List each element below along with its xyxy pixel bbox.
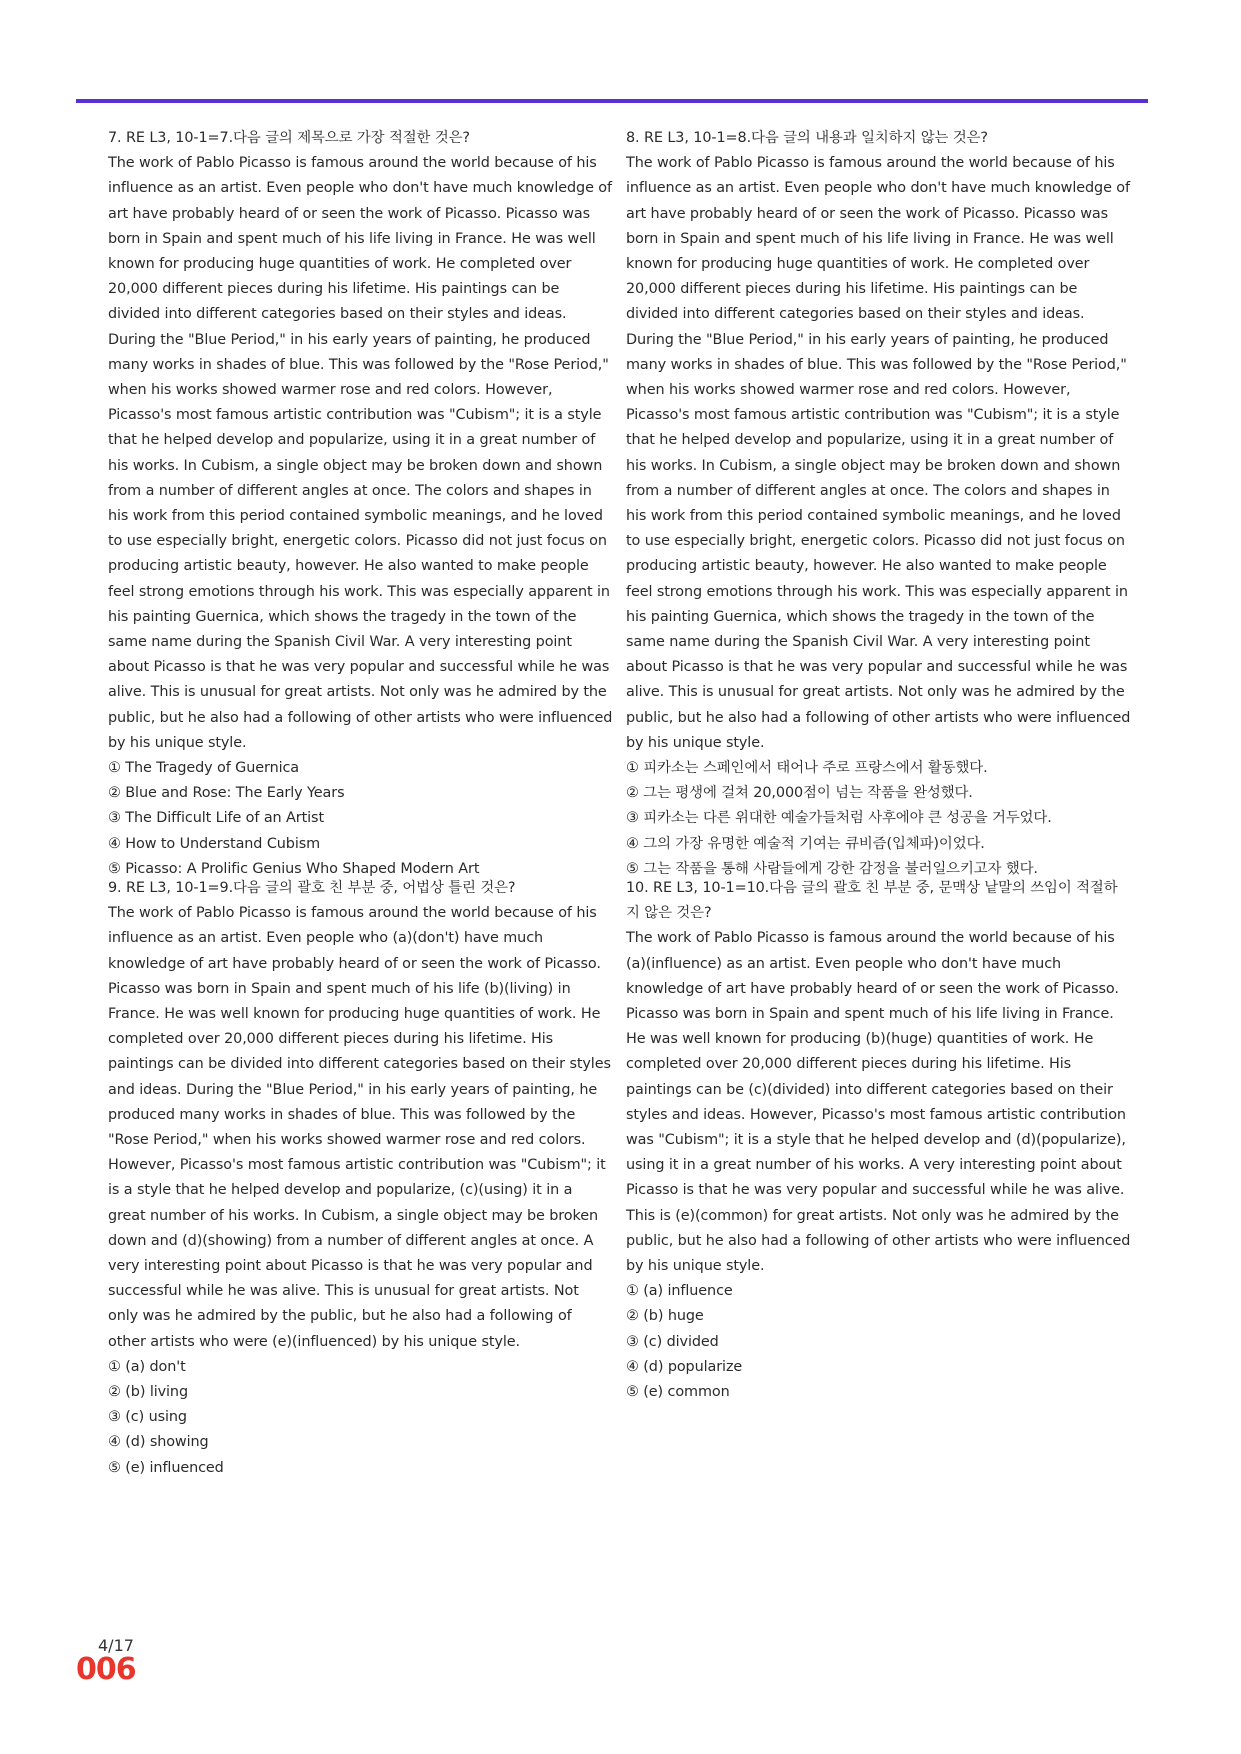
page-number: 4/17 (98, 1636, 134, 1655)
answer-option[interactable]: ③ 피카소는 다른 위대한 예술가들처럼 사후에야 큰 성공을 거두었다. (626, 810, 1052, 827)
answer-option[interactable]: ② Blue and Rose: The Early Years (108, 785, 345, 802)
answer-option[interactable]: ① (a) influence (626, 1283, 733, 1300)
answer-option[interactable]: ① The Tragedy of Guernica (108, 760, 300, 777)
answer-options (626, 756, 1131, 882)
answer-options (108, 756, 613, 882)
question-8 (626, 126, 1131, 882)
answer-option[interactable]: ④ How to Understand Cubism (108, 835, 321, 852)
answer-option[interactable]: ③ The Difficult Life of an Artist (108, 810, 324, 827)
answer-option[interactable]: ① 피카소는 스페인에서 태어나 주로 프랑스에서 활동했다. (626, 760, 988, 777)
answer-options (108, 1355, 613, 1481)
question-title: 10. RE L3, 10-1=10.다음 글의 괄호 친 부분 중, 문맥상 낱말의 쓰임이 적절하지 않은 것은? (626, 880, 1118, 922)
answer-option[interactable]: ① (a) don't (108, 1358, 186, 1375)
answer-option[interactable]: ⑤ (e) influenced (108, 1459, 224, 1476)
answer-option[interactable]: ② (b) huge (626, 1308, 704, 1325)
question-passage: The work of Pablo Picasso is famous around the world because of his influence as an artist. Even people who don't have much knowledge of art have probably heard of or seen the work of Picasso. Picasso was born in Spain and spent much of his life living in France. He was well known for producing huge quantities of work. He completed over 20,000 different pieces during his lifetime. His paintings can be divided into different categories based on their styles and ideas. During the "Blue Period," in his early years of painting, he produced many works in shades of blue. This was followed by the "Rose Period," when his works showed warmer rose and red colors. However, Picasso's most famous artistic contribution was "Cubism"; it is a style that he helped develop and popularize, using it in a great number of his works. In Cubism, a single object may be broken down and shown from a number of different angles at once. The colors and shapes in his work from this period contained symbolic meanings, and he loved to use especially bright, energetic colors. Picasso did not just focus on producing artistic beauty, however. He also wanted to make people feel strong emotions through his work. This was especially apparent in his painting Guernica, which shows the tragedy in the town of the same name during the Spanish Civil War. A very interesting point about Picasso is that he was very popular and successful while he was alive. This is unusual for great artists. Not only was he admired by the public, but he also had a following of other artists who were influenced by his unique style. (108, 155, 613, 751)
answer-option[interactable]: ③ (c) divided (626, 1333, 719, 1350)
answer-options (626, 1279, 1131, 1405)
answer-option[interactable]: ③ (c) using (108, 1409, 187, 1426)
question-passage: The work of Pablo Picasso is famous around the world because of his (a)(influence) as an artist. Even people who don't have much knowledge of art have probably heard of or seen the work of Picasso. Picasso was born in Spain and spent much of his life living in France. He was well known for producing (b)(huge) quantities of work. He completed over 20,000 different pieces during his lifetime. His paintings can be (c)(divided) into different categories based on their styles and ideas. However, Picasso's most famous artistic contribution was "Cubism"; it is a style that he helped develop and (d)(popularize), using it in a great number of his works. A very interesting point about Picasso is that he was very popular and successful while he was alive. This is (e)(common) for great artists. Not only was he admired by the public, but he also had a following of other artists who were influenced by his unique style. (626, 930, 1131, 1275)
question-title: 9. RE L3, 10-1=9.다음 글의 괄호 친 부분 중, 어법상 틀린 것은? (108, 880, 516, 896)
question-10 (626, 876, 1131, 1405)
question-7 (108, 126, 613, 882)
answer-option[interactable]: ④ (d) showing (108, 1434, 209, 1451)
question-title: 8. RE L3, 10-1=8.다음 글의 내용과 일치하지 않는 것은? (626, 130, 988, 146)
page-code: 006 (76, 1652, 136, 1687)
answer-option[interactable]: ⑤ 그는 작품을 통해 사람들에게 강한 감정을 불러일으키고자 했다. (626, 860, 1038, 877)
question-title: 7. RE L3, 10-1=7.다음 글의 제목으로 가장 적절한 것은? (108, 130, 470, 146)
answer-option[interactable]: ⑤ (e) common (626, 1384, 730, 1401)
answer-option[interactable]: ② (b) living (108, 1384, 188, 1401)
answer-option[interactable]: ④ 그의 가장 유명한 예술적 기여는 큐비즘(입체파)이었다. (626, 835, 985, 852)
answer-option[interactable]: ⑤ Picasso: A Prolific Genius Who Shaped Modern Art (108, 860, 480, 877)
question-9 (108, 876, 613, 1481)
answer-option[interactable]: ④ (d) popularize (626, 1358, 743, 1375)
top-divider (76, 99, 1148, 103)
answer-option[interactable]: ② 그는 평생에 걸쳐 20,000점이 넘는 작품을 완성했다. (626, 785, 973, 802)
question-passage: The work of Pablo Picasso is famous around the world because of his influence as an artist. Even people who don't have much knowledge of art have probably heard of or seen the work of Picasso. Picasso was born in Spain and spent much of his life living in France. He was well known for producing huge quantities of work. He completed over 20,000 different pieces during his lifetime. His paintings can be divided into different categories based on their styles and ideas. During the "Blue Period," in his early years of painting, he produced many works in shades of blue. This was followed by the "Rose Period," when his works showed warmer rose and red colors. However, Picasso's most famous artistic contribution was "Cubism"; it is a style that he helped develop and popularize, using it in a great number of his works. In Cubism, a single object may be broken down and shown from a number of different angles at once. The colors and shapes in his work from this period contained symbolic meanings, and he loved to use especially bright, energetic colors. Picasso did not just focus on producing artistic beauty, however. He also wanted to make people feel strong emotions through his work. This was especially apparent in his painting Guernica, which shows the tragedy in the town of the same name during the Spanish Civil War. A very interesting point about Picasso is that he was very popular and successful while he was alive. This is unusual for great artists. Not only was he admired by the public, but he also had a following of other artists who were influenced by his unique style. (626, 155, 1131, 751)
question-passage: The work of Pablo Picasso is famous around the world because of his influence as an artist. Even people who (a)(don't) have much knowledge of art have probably heard of or seen the work of Picasso. Picasso was born in Spain and spent much of his life (b)(living) in France. He was well known for producing huge quantities of work. He completed over 20,000 different pieces during his lifetime. His paintings can be divided into different categories based on their styles and ideas. During the "Blue Period," in his early years of painting, he produced many works in shades of blue. This was followed by the "Rose Period," when his works showed warmer rose and red colors. However, Picasso's most famous artistic contribution was "Cubism"; it is a style that he helped develop and popularize, (c)(using) it in a great number of his works. In Cubism, a single object may be broken down and (d)(showing) from a number of different angles at once. A very interesting point about Picasso is that he was very popular and successful while he was alive. This is unusual for great artists. Not only was he admired by the public, but he also had a following of other artists who were (e)(influenced) by his unique style. (108, 905, 611, 1350)
